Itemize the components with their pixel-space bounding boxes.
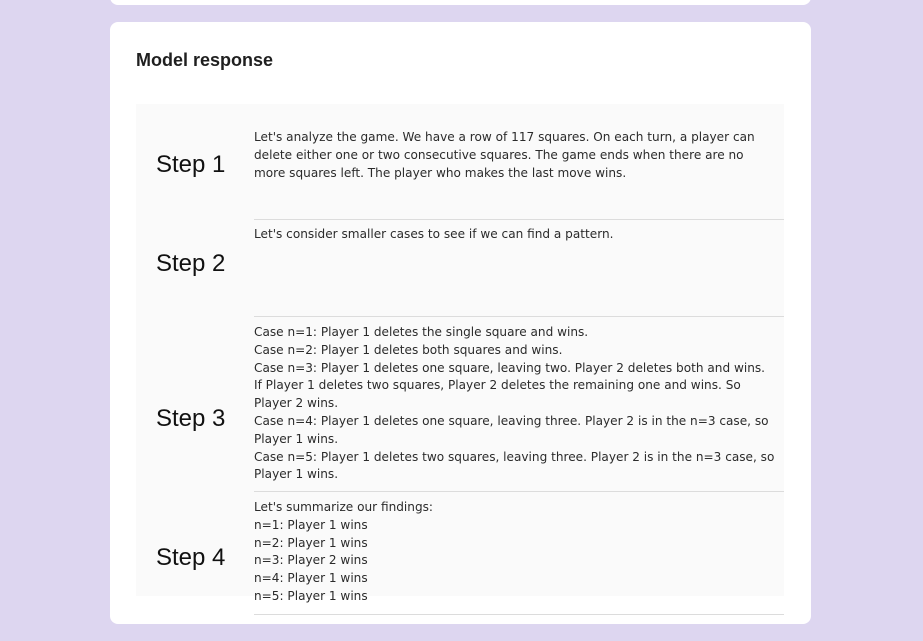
previous-card bbox=[110, 0, 811, 5]
step-4-line-5: n=4: Player 1 wins bbox=[254, 571, 368, 586]
step-4-label: Step 4 bbox=[156, 544, 226, 571]
step-3-line-3: Case n=3: Player 1 deletes one square, leaving two. Player 2 deletes both and wins. If Player 1 deletes two squares, Player 2 deletes the remaining one and wins. So Player 2 wins. bbox=[254, 360, 766, 411]
step-3-line-5: Case n=5: Player 1 deletes two squares, leaving three. Player 2 is in the n=3 case, so Player 1 wins. bbox=[254, 449, 775, 482]
model-response-card bbox=[110, 22, 811, 624]
step-4-line-1: Let's summarize our findings: bbox=[254, 500, 433, 514]
step-1-line-1: Let's analyze the game. We have a row of 117 squares. On each turn, a player can delete either one or two consecutive squares. The game ends when there are no more squares left. The player who makes the last move wins. bbox=[254, 130, 755, 180]
step-3-line-4: Case n=4: Player 1 deletes one square, leaving three. Player 2 is in the n=3 case, so Player 1 wins. bbox=[254, 413, 769, 446]
step-3-label: Step 3 bbox=[156, 405, 226, 432]
step-4-line-6: n=5: Player 1 wins bbox=[254, 588, 368, 603]
step-3-divider bbox=[254, 491, 784, 492]
step-4-divider bbox=[254, 614, 784, 615]
step-3-line-2: Case n=2: Player 1 deletes both squares and wins. bbox=[254, 342, 563, 357]
step-1-label: Step 1 bbox=[156, 151, 226, 178]
step-4-text bbox=[254, 499, 776, 606]
step-1-divider bbox=[254, 219, 784, 220]
step-2-divider bbox=[254, 316, 784, 317]
step-3-text bbox=[254, 324, 776, 484]
step-3-line-1: Case n=1: Player 1 deletes the single square and wins. bbox=[254, 325, 589, 339]
step-2-label: Step 2 bbox=[156, 250, 226, 277]
step-4-line-4: n=3: Player 2 wins bbox=[254, 553, 368, 568]
step-1-text bbox=[254, 129, 776, 182]
step-4-line-2: n=1: Player 1 wins bbox=[254, 517, 368, 532]
step-2-text bbox=[254, 226, 776, 244]
step-4-line-3: n=2: Player 1 wins bbox=[254, 535, 368, 550]
step-2-line-1: Let's consider smaller cases to see if we can find a pattern. bbox=[254, 227, 614, 241]
card-title: Model response bbox=[136, 50, 274, 70]
steps-container bbox=[136, 104, 784, 603]
